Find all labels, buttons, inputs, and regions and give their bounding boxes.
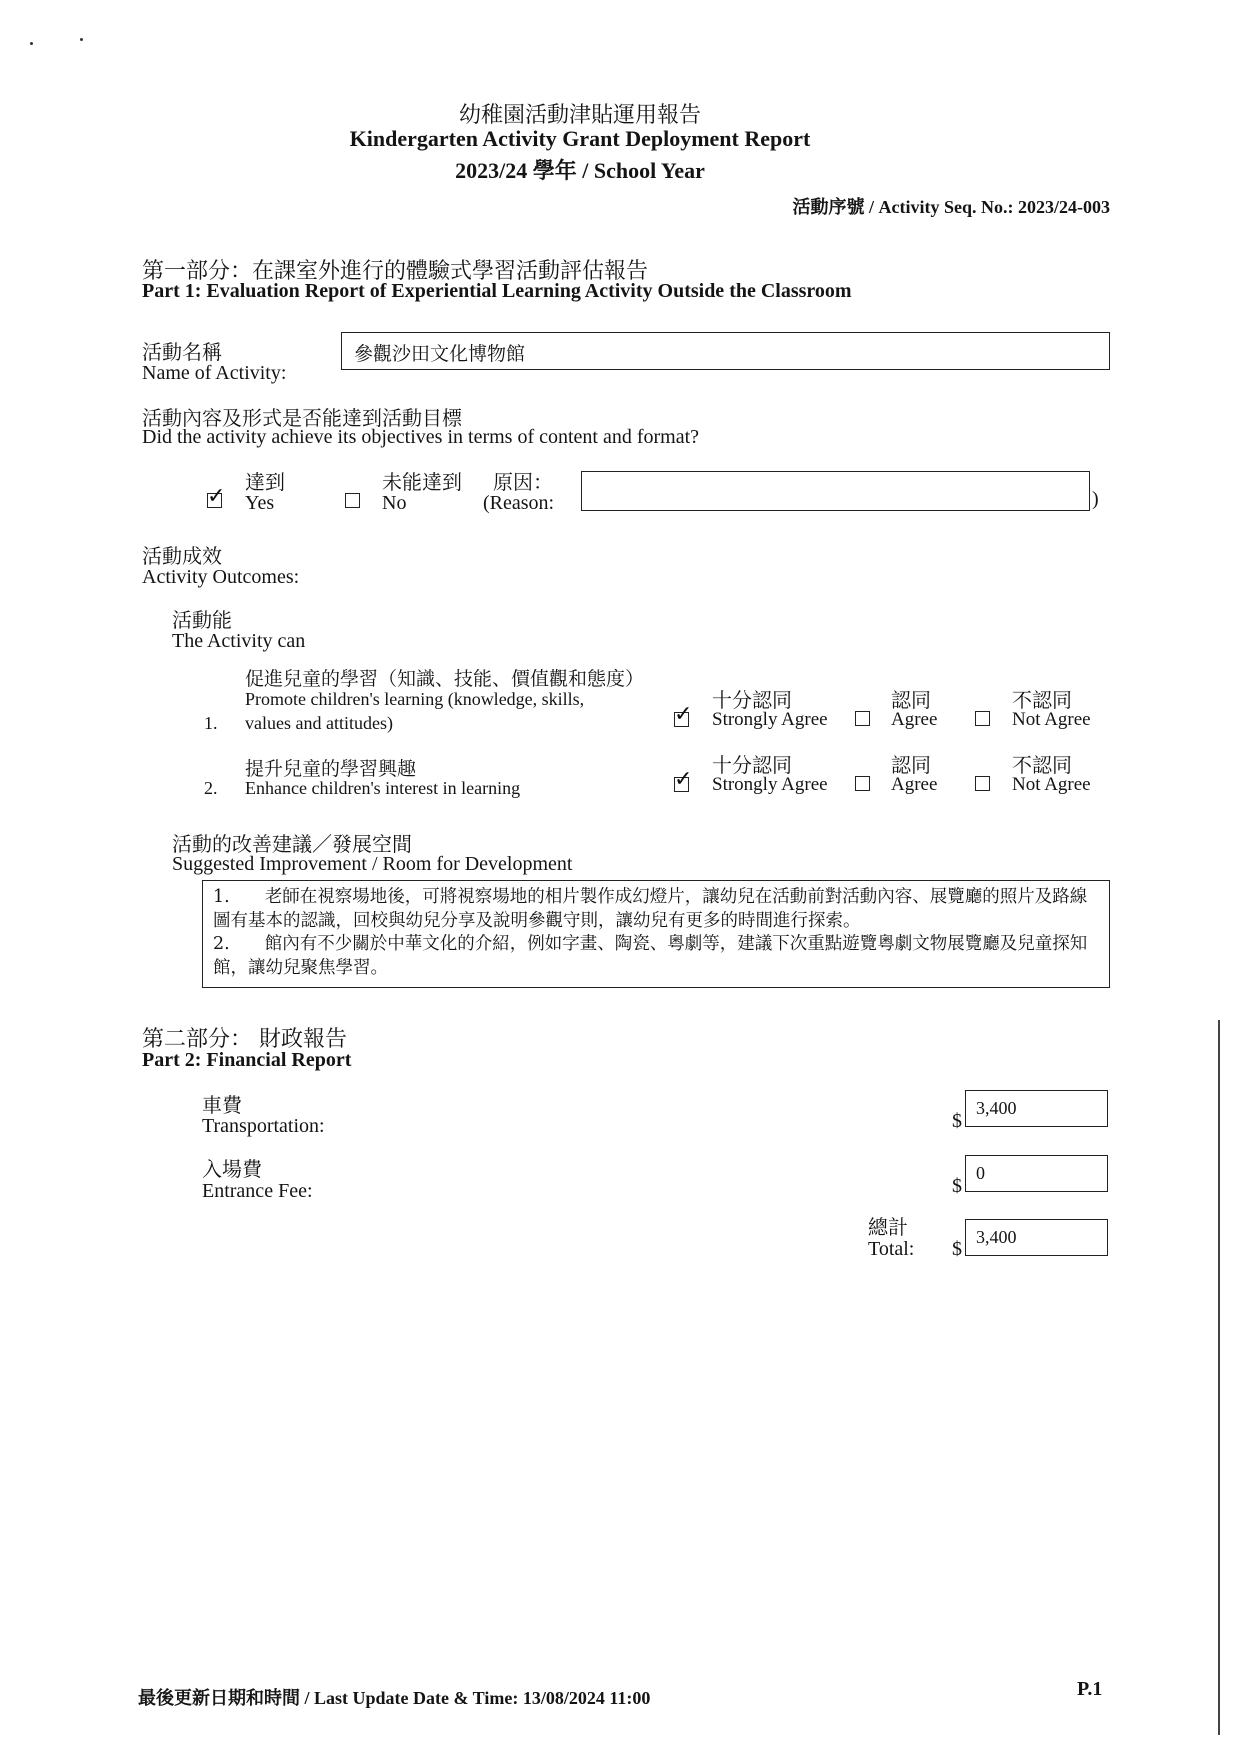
transport-amount-field[interactable] bbox=[965, 1090, 1108, 1127]
scan-speck bbox=[80, 38, 83, 41]
activity-can-en: The Activity can bbox=[172, 630, 306, 652]
last-update: 最後更新日期和時間 / Last Update Date & Time: 13/08/2024 11:00 bbox=[138, 1688, 651, 1708]
total-amount-field[interactable] bbox=[965, 1219, 1108, 1256]
entrance-label-zh: 入場費 bbox=[202, 1157, 262, 1181]
outcome-2-zh: 提升兒童的學習興趣 bbox=[245, 758, 417, 780]
improvement-label-zh: 活動的改善建議／發展空間 bbox=[172, 832, 412, 856]
name-label-en: Name of Activity: bbox=[142, 362, 287, 384]
yes-label-zh: 達到 bbox=[245, 470, 285, 494]
total-label-zh: 總計 bbox=[868, 1215, 908, 1239]
part1-heading-zh: 第一部分：在課室外進行的體驗式學習活動評估報告 bbox=[142, 259, 649, 284]
currency-symbol: $ bbox=[952, 1110, 962, 1132]
not-agree-label-zh: 不認同 bbox=[1012, 688, 1072, 712]
objective-question-zh: 活動內容及形式是否能達到活動目標 bbox=[142, 406, 462, 430]
outcomes-label-en: Activity Outcomes: bbox=[142, 566, 300, 588]
title-en: Kindergarten Activity Grant Deployment Report bbox=[349, 126, 811, 151]
check-icon: ✓ bbox=[674, 767, 693, 792]
outcome-1-en-line2: values and attitudes) bbox=[245, 713, 393, 733]
transport-label-en: Transportation: bbox=[202, 1115, 325, 1137]
activity-seq-no: 活動序號 / Activity Seq. No.: 2023/24-003 bbox=[792, 197, 1110, 217]
activity-name-value: 參觀沙田文化博物館 bbox=[354, 343, 526, 365]
entrance-amount: 0 bbox=[976, 1163, 985, 1183]
transport-label-zh: 車費 bbox=[202, 1093, 242, 1117]
not-agree-label-en: Not Agree bbox=[1012, 709, 1091, 730]
currency-symbol: $ bbox=[952, 1238, 962, 1260]
total-label-en: Total: bbox=[868, 1238, 915, 1260]
reason-label-zh: 原因： bbox=[493, 470, 553, 494]
objective-question-en: Did the activity achieve its objectives in terms of content and format? bbox=[142, 426, 700, 448]
outcome-1-not-agree-checkbox[interactable] bbox=[975, 711, 990, 726]
outcome-1-zh: 促進兒童的學習（知識、技能、價值觀和態度） bbox=[245, 668, 645, 690]
scan-speck bbox=[30, 42, 33, 45]
total-amount: 3,400 bbox=[976, 1227, 1017, 1247]
scan-edge-line bbox=[1218, 1020, 1220, 1735]
agree-label-en: Agree bbox=[891, 774, 938, 795]
check-icon: ✓ bbox=[674, 702, 693, 727]
improvement-text-box[interactable] bbox=[202, 880, 1110, 988]
reason-field[interactable] bbox=[581, 471, 1090, 511]
outcome-2-not-agree-checkbox[interactable] bbox=[975, 776, 990, 791]
agree-label-zh: 認同 bbox=[891, 688, 931, 712]
outcome-2-number: 2. bbox=[204, 778, 218, 798]
not-agree-label-en: Not Agree bbox=[1012, 774, 1091, 795]
improvement-label-en: Suggested Improvement / Room for Development bbox=[172, 853, 573, 875]
name-label-zh: 活動名稱 bbox=[142, 340, 222, 364]
outcome-1-agree-checkbox[interactable] bbox=[855, 711, 870, 726]
outcome-1-number: 1. bbox=[204, 713, 218, 733]
part2-heading-zh: 第二部分： 財政報告 bbox=[142, 1027, 347, 1052]
entrance-label-en: Entrance Fee: bbox=[202, 1180, 313, 1202]
activity-can-zh: 活動能 bbox=[172, 608, 232, 632]
strongly-agree-label-zh: 十分認同 bbox=[712, 688, 792, 712]
outcome-2-en-line1: Enhance children's interest in learning bbox=[245, 778, 521, 798]
currency-symbol: $ bbox=[952, 1175, 962, 1197]
outcome-1-en-line1: Promote children's learning (knowledge, skills, bbox=[245, 689, 585, 709]
school-year: 2023/24 學年 / School Year bbox=[455, 158, 705, 183]
agree-label-zh: 認同 bbox=[891, 753, 931, 777]
title-zh: 幼稚園活動津貼運用報告 bbox=[458, 103, 701, 128]
agree-label-en: Agree bbox=[891, 709, 938, 730]
activity-name-field[interactable] bbox=[341, 332, 1110, 370]
part2-heading-en: Part 2: Financial Report bbox=[142, 1049, 352, 1071]
transport-amount: 3,400 bbox=[976, 1098, 1017, 1118]
check-icon: ✓ bbox=[207, 484, 226, 509]
outcomes-label-zh: 活動成效 bbox=[142, 544, 222, 568]
outcome-2-agree-checkbox[interactable] bbox=[855, 776, 870, 791]
reason-close-paren: ) bbox=[1092, 488, 1099, 510]
no-label-zh: 未能達到 bbox=[382, 470, 462, 494]
no-label-en: No bbox=[382, 492, 407, 514]
reason-label-en: (Reason: bbox=[483, 492, 555, 514]
entrance-amount-field[interactable] bbox=[965, 1155, 1108, 1192]
improvement-text: 1. 老師在視察場地後，可將視察場地的相片製作成幻燈片，讓幼兒在活動前對活動內容、展覽廳的照片及路線圖有基本的認識，回校與幼兒分享及說明參觀守則，讓幼兒有更多的時間進行探索。 2. 館內有不少關於中華文化的介紹，例如字畫、陶瓷、粵劇等，建議下次重點遊覽粵劇文物展覽廳及兒童探知館，讓幼兒聚焦學習。 bbox=[213, 887, 1088, 978]
strongly-agree-label-en: Strongly Agree bbox=[712, 709, 828, 730]
part1-heading-en: Part 1: Evaluation Report of Experiential Learning Activity Outside the Classroom bbox=[142, 280, 852, 302]
strongly-agree-label-en: Strongly Agree bbox=[712, 774, 828, 795]
strongly-agree-label-zh: 十分認同 bbox=[712, 753, 792, 777]
yes-label-en: Yes bbox=[245, 492, 275, 514]
no-checkbox[interactable] bbox=[345, 493, 360, 508]
page-number: P.1 bbox=[1077, 1678, 1103, 1700]
not-agree-label-zh: 不認同 bbox=[1012, 753, 1072, 777]
